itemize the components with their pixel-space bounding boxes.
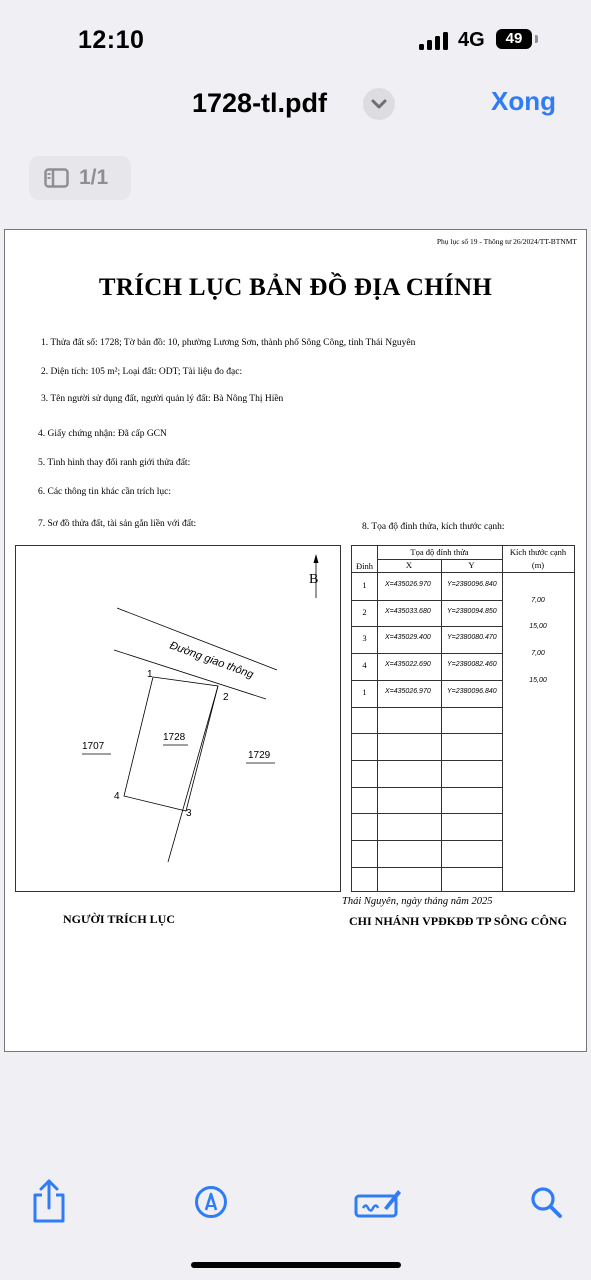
search-button[interactable] [530, 1186, 564, 1225]
search-icon [530, 1186, 564, 1220]
table-header-edge: Kích thước cạnh [509, 547, 567, 557]
table-header-vertex: Đỉnh [356, 561, 373, 571]
field-certificate: 4. Giấy chứng nhận: Đã cấp GCN [38, 429, 167, 439]
edge-length-2-3: 15,00 [529, 623, 547, 630]
vertex-y: Y=2380096.840 [447, 581, 497, 588]
home-indicator[interactable] [191, 1262, 401, 1268]
signature-button[interactable] [354, 1186, 402, 1225]
chevron-down-icon [363, 88, 395, 120]
table-group-header: Tọa độ đỉnh thửa [410, 547, 469, 557]
page-indicator-button[interactable] [29, 156, 131, 200]
table-header-x: X [405, 560, 413, 570]
sidebar-icon [44, 168, 69, 188]
table-row-divider [352, 626, 502, 627]
vertex-y: Y=2380082.460 [447, 661, 497, 668]
table-row-divider [352, 840, 502, 841]
field-coordinates-label: 8. Tọa độ đỉnh thửa, kích thước cạnh: [362, 522, 505, 532]
share-button[interactable] [30, 1178, 68, 1229]
markup-button[interactable] [194, 1185, 228, 1224]
field-area: 2. Diện tích: 105 m²; Loại đất: ODT; Tài liệu đo đạc: [41, 367, 243, 377]
vertex-y: Y=2380094.850 [447, 608, 497, 615]
vertex-label-4: 4 [114, 791, 120, 802]
field-parcel: 1. Thửa đất số: 1728; Tờ bản đồ: 10, phường Lương Sơn, thành phố Sông Công, tỉnh Thái Nguyên [41, 338, 416, 348]
vertex-x: X=435033.680 [385, 608, 431, 615]
parcel-boundary [124, 677, 218, 811]
field-owner: 3. Tên người sử dụng đất, người quản lý đất: Bà Nông Thị Hiền [41, 394, 284, 404]
table-row-divider [352, 867, 502, 868]
vertex-label-2: 2 [223, 692, 229, 703]
right-signer: CHI NHÁNH VPĐKĐĐ TP SÔNG CÔNG [349, 914, 567, 928]
vertex-index: 2 [362, 607, 367, 617]
road-label: Đường giao thông [167, 639, 256, 682]
parcel-diagram [15, 545, 341, 892]
title-menu-button[interactable] [363, 88, 395, 120]
document-reference: Phụ lục số 19 - Thông tư 26/2024/TT-BTNMT [436, 237, 577, 246]
left-signer: NGƯỜI TRÍCH LỤC [63, 912, 176, 926]
neighbor-left: 1707 [82, 741, 105, 752]
document-title: 1728-tl.pdf [192, 88, 328, 118]
field-boundary-change: 5. Tình hình thay đổi ranh giới thửa đất: [38, 458, 191, 468]
table-row-divider [352, 787, 502, 788]
signature-icon [354, 1186, 402, 1220]
parcel-number: 1728 [163, 732, 186, 743]
signal-icon [419, 32, 451, 50]
table-row-divider [352, 733, 502, 734]
vertex-label-1: 1 [147, 669, 153, 680]
right-boundary-line [168, 686, 218, 862]
vertex-y: Y=2380080.470 [447, 634, 497, 641]
signing-date: Thái Nguyên, ngày tháng năm 2025 [342, 896, 493, 907]
edge-length-3-4: 7,00 [531, 650, 545, 657]
vertex-y: Y=2380096.840 [447, 688, 497, 695]
edge-length-4-1: 15,00 [529, 677, 547, 684]
status-bar [0, 0, 591, 80]
pdf-page[interactable] [4, 229, 587, 1052]
table-row-divider [352, 707, 502, 708]
battery-icon [496, 29, 532, 49]
page-indicator: 1/1 [79, 166, 109, 189]
table-row-divider [352, 813, 502, 814]
field-other-info: 6. Các thông tin khác cần trích lục: [38, 487, 171, 497]
done-button[interactable]: Xong [491, 86, 556, 116]
neighbor-right: 1729 [248, 750, 271, 761]
table-header-y: Y [468, 560, 475, 570]
vertex-x: X=435026.970 [385, 581, 431, 588]
table-row-divider [352, 653, 502, 654]
document-title-button[interactable] [192, 84, 327, 124]
document-heading: TRÍCH LỤC BẢN ĐỒ ĐỊA CHÍNH [98, 274, 493, 301]
vertex-label-3: 3 [186, 808, 192, 819]
vertex-x: X=435022.690 [385, 661, 431, 668]
north-label: B [309, 572, 319, 587]
table-header-edge-unit: (m) [531, 560, 545, 570]
share-icon [30, 1178, 68, 1224]
coordinate-table [351, 545, 575, 892]
vertex-x: X=435026.970 [385, 688, 431, 695]
vertex-index: 4 [362, 660, 367, 670]
markup-icon [194, 1185, 228, 1219]
table-row-divider [352, 760, 502, 761]
field-diagram-label: 7. Sơ đồ thửa đất, tài sản gắn liền với đất: [38, 519, 197, 529]
network-label: 4G [458, 29, 485, 51]
vertex-index: 1 [362, 687, 367, 697]
edge-length-1-2: 7,00 [531, 597, 545, 604]
bottom-toolbar [0, 1178, 591, 1238]
table-row-divider [352, 680, 502, 681]
vertex-index: 1 [362, 580, 367, 590]
table-row-divider [352, 600, 502, 601]
vertex-x: X=435029.400 [385, 634, 431, 641]
battery-tip [535, 35, 538, 43]
battery-level: 49 [505, 30, 523, 47]
status-time: 12:10 [78, 26, 145, 54]
vertex-index: 3 [362, 633, 367, 643]
